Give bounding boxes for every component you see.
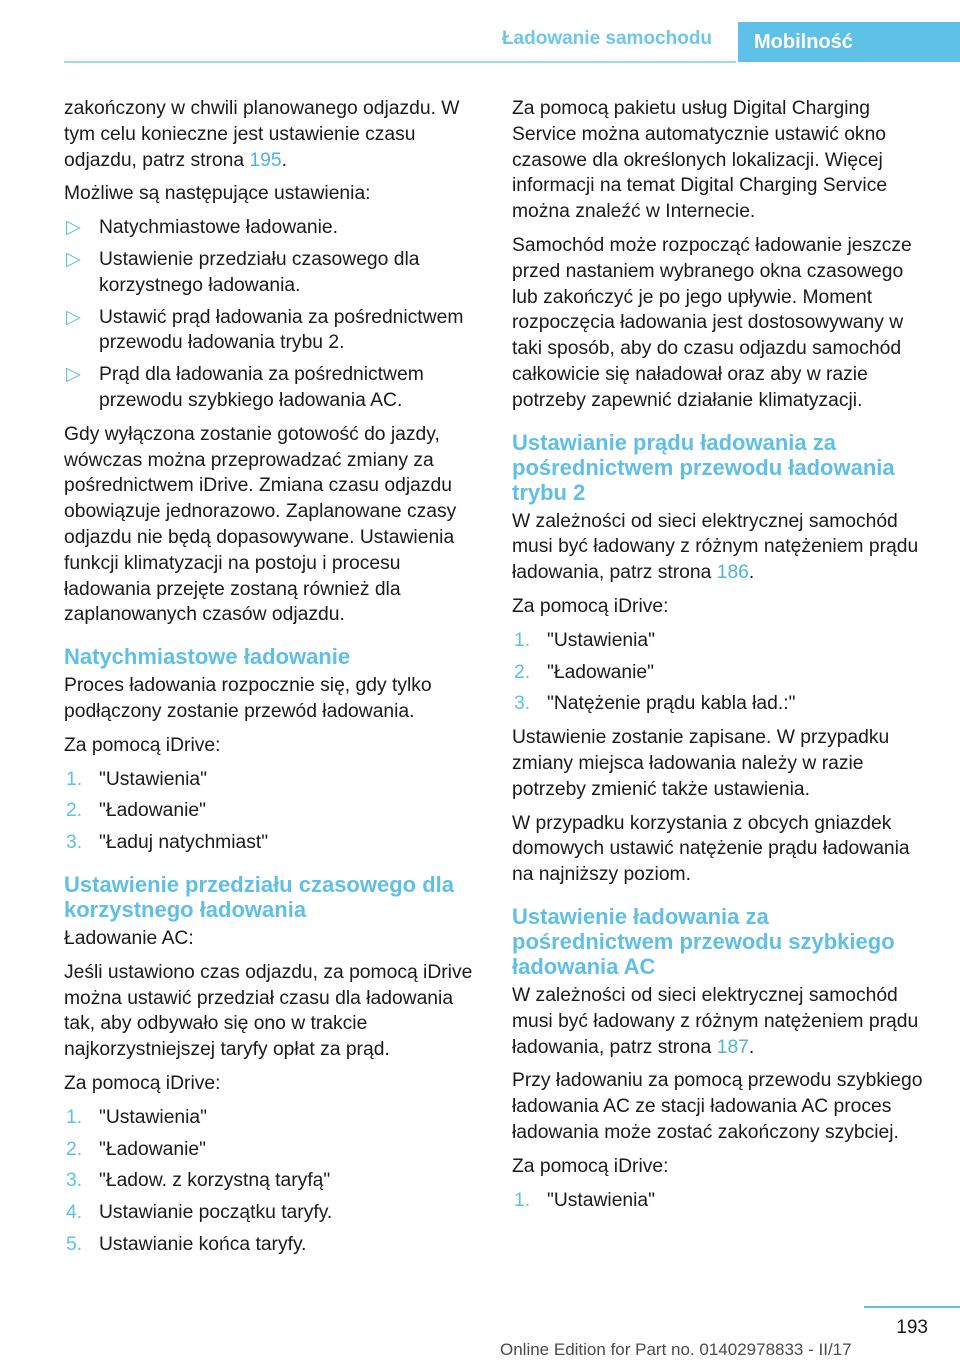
paragraph: Samochód może rozpocząć ładowanie jeszcze przed nastaniem wybranego okna czasowego lub zakończyć je po jego upływie. Moment rozpoczęcia ładowania jest dostosowywany w taki sposób, aby do czasu odjazdu samochód całkowicie się naładował oraz aby w razie potrzeby zapewnić działanie klimatyzacji. (512, 234, 912, 411)
step-number: 5. (66, 1233, 83, 1255)
section-heading: Natychmiastowe ładowanie (64, 644, 351, 670)
list-item: 3. "Natężenie prądu kabla ład.:" (512, 691, 928, 717)
paragraph: Jeśli ustawiono czas odjazdu, za pomocą iDrive można ustawić przedział czasu dla ładowania tak, aby odbywało się ono w trakcie najkorzystniejszej taryfy opłat za prąd. (64, 961, 473, 1061)
step-number: 4. (66, 1202, 83, 1224)
step-number: 1. (66, 768, 83, 790)
paragraph: Za pomocą iDrive: (64, 734, 221, 756)
triangle-bullet-icon: ▷ (66, 248, 81, 270)
triangle-bullet-icon: ▷ (66, 217, 81, 239)
footer-rule (864, 1306, 960, 1308)
step-list (64, 767, 480, 856)
step-number: 1. (514, 1189, 531, 1211)
step-number: 2. (66, 1138, 83, 1160)
paragraph: Przy ładowaniu za pomocą przewodu szybkiego ładowania AC ze stacji ładowania AC proces ładowania może zostać zakończony szybciej. (512, 1070, 923, 1143)
section-heading: Ustawienie przedziału czasowego dla korzystnego ładowania (64, 871, 454, 922)
list-item: 4. Ustawianie początku taryfy. (64, 1200, 480, 1226)
list-item: 2. "Ładowanie" (64, 1137, 480, 1163)
step-number: 2. (66, 800, 83, 822)
paragraph: Ładowanie AC: (64, 927, 194, 949)
section-heading: Ustawienie ładowania za pośrednictwem przewodu szybkiego ładowania AC (512, 903, 895, 979)
step-number: 1. (514, 629, 531, 651)
list-item: 5. Ustawianie końca taryfy. (64, 1232, 480, 1258)
list-item: ▷ Natychmiastowe ładowanie. (64, 215, 480, 241)
list-item: 1. "Ustawienia" (512, 628, 928, 654)
list-item: ▷ Prąd dla ładowania za pośrednictwem przewodu szybkiego ładowania AC. (66, 364, 424, 411)
paragraph: Za pomocą iDrive: (512, 595, 669, 617)
right-column (512, 96, 928, 1221)
step-list (512, 1188, 928, 1214)
edition-watermark: Online Edition for Part no. 01402978833 - II/17 (500, 1340, 852, 1359)
step-number: 2. (514, 661, 531, 683)
step-number: 1. (66, 1106, 83, 1128)
page-link[interactable]: 195 (249, 149, 282, 171)
settings-bullet-list (64, 215, 480, 414)
page-header (0, 0, 960, 62)
paragraph: Za pomocą iDrive: (64, 1072, 221, 1094)
page-link[interactable]: 186 (716, 562, 749, 584)
header-chapter-tab: Mobilność (738, 22, 960, 62)
header-section-title: Ładowanie samochodu (501, 28, 713, 49)
step-number: 3. (66, 1170, 83, 1192)
list-item: 2. "Ładowanie" (64, 798, 480, 824)
step-list (512, 628, 928, 717)
paragraph: Gdy wyłączona zostanie gotowość do jazdy, wówczas można przeprowadzać zmiany za pośrednictwem iDrive. Zmiana czasu odjazdu obowiązuje jednorazowo. Zaplanowane czasy odjazdu nie będą dopasowywane. Ustawienia funkcji klimatyzacji na postoju i procesu ładowania przejęte zostaną również dla zaplanowanych czasów odjazdu. (64, 423, 457, 626)
paragraph: Możliwe są następujące ustawienia: (64, 183, 371, 205)
page-number: 193 (896, 1317, 928, 1338)
page-link[interactable]: 187 (716, 1036, 749, 1058)
list-item: ▷ Ustawienie przedziału czasowego dla korzystnego ładowania. (66, 248, 420, 296)
list-item: 1. "Ustawienia" (64, 767, 480, 793)
list-item: 1. "Ustawienia" (64, 1105, 480, 1131)
triangle-bullet-icon: ▷ (66, 364, 81, 386)
paragraph: Za pomocą pakietu usług Digital Charging Service można automatycznie ustawić okno czasowe dla określonych lokalizacji. Więcej informacji na temat Digital Charging Service można znaleźć w Internecie. (512, 98, 888, 223)
paragraph: Ustawienie zostanie zapisane. W przypadku zmiany miejsca ładowania należy w razie potrzeby zmienić także ustawienia. (512, 727, 890, 800)
paragraph: W zależności od sieci elektrycznej samochód musi być ładowany z różnym natężeniem prądu ładowania, patrz strona 187. (512, 984, 919, 1058)
list-item: ▷ Ustawić prąd ładowania za pośrednictwem przewodu ładowania trybu 2. (66, 306, 464, 354)
paragraph: Za pomocą iDrive: (512, 1155, 669, 1177)
list-item: 3. "Ładow. z korzystną taryfą" (64, 1168, 480, 1194)
step-number: 3. (514, 693, 531, 715)
step-list (64, 1105, 480, 1258)
list-item: 1. "Ustawienia" (512, 1188, 928, 1214)
paragraph: Proces ładowania rozpocznie się, gdy tylko podłączony zostanie przewód ładowania. (64, 675, 432, 722)
section-heading: Ustawianie prądu ładowania za pośrednictwem przewodu ładowania trybu 2 (512, 429, 895, 505)
list-item: 3. "Ładuj natychmiast" (64, 830, 480, 856)
header-rule (64, 61, 736, 63)
paragraph: zakończony w chwili planowanego odjazdu. W tym celu konieczne jest ustawienie czasu odjazdu, patrz strona 195. (64, 98, 460, 171)
step-number: 3. (66, 832, 83, 854)
list-item: 2. "Ładowanie" (512, 660, 928, 686)
paragraph: W przypadku korzystania z obcych gniazdek domowych ustawić natężenie prądu ładowania na najniższy poziom. (512, 812, 910, 886)
triangle-bullet-icon: ▷ (66, 306, 81, 328)
left-column (64, 96, 480, 1266)
paragraph: W zależności od sieci elektrycznej samochód musi być ładowany z różnym natężeniem prądu ładowania, patrz strona 186. (512, 510, 919, 584)
